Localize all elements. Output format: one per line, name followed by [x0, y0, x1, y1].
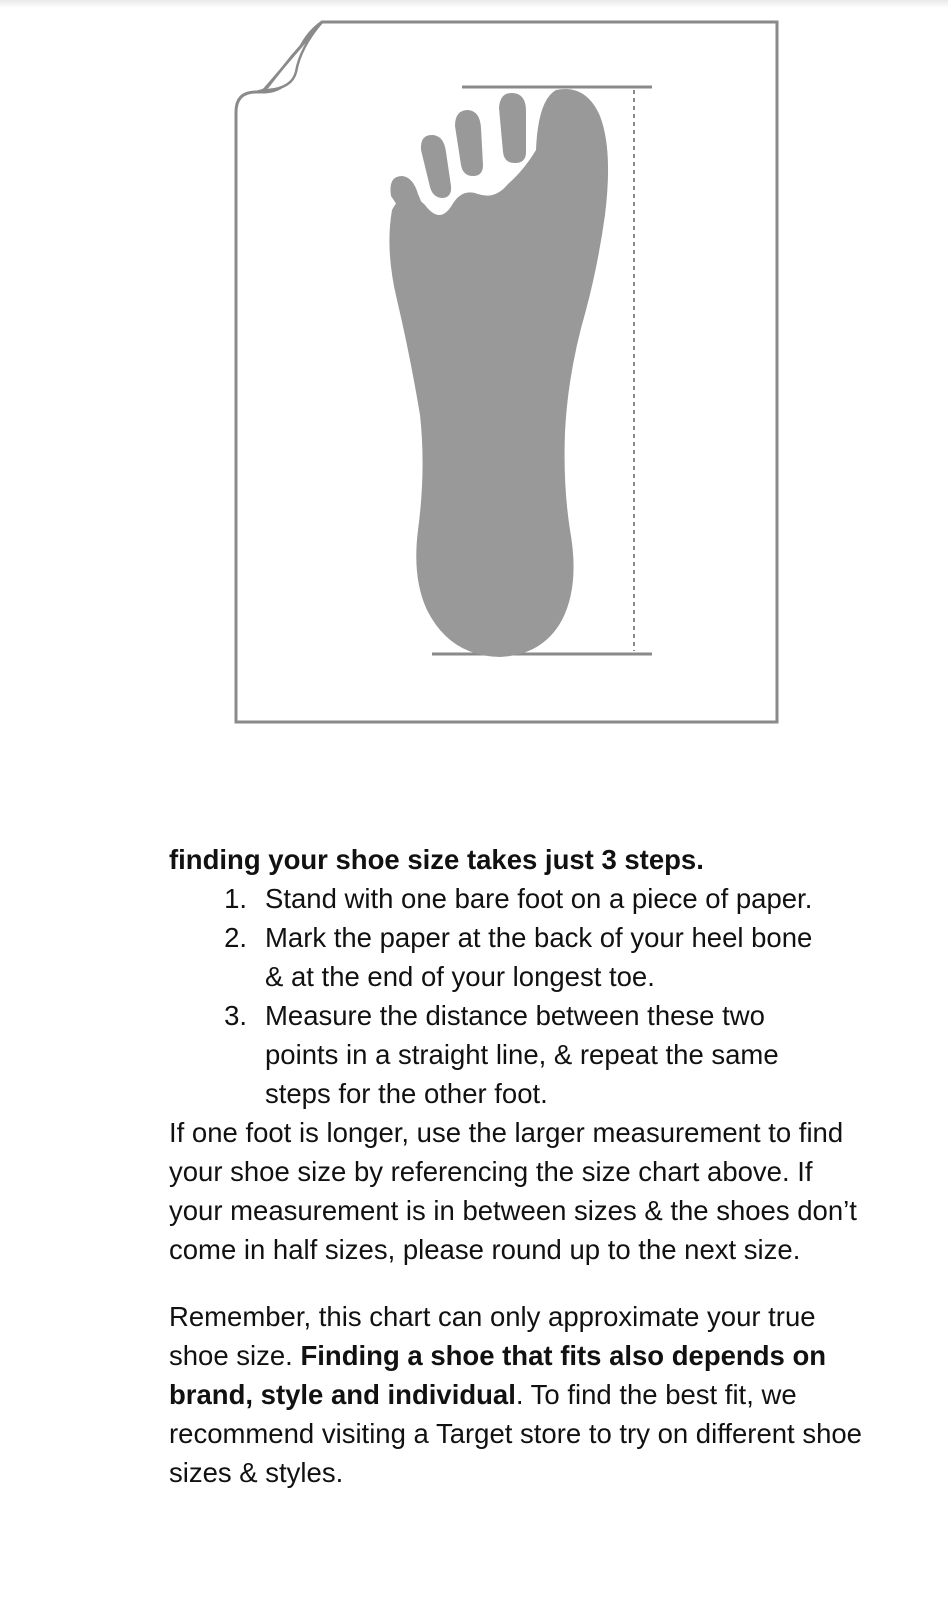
larger-foot-paragraph: If one foot is longer, use the larger measurement to find your shoe size by referencing the size chart above. If your measurement is in between sizes & the shoes don’t come in half sizes, please round up to the next size. — [169, 1117, 857, 1265]
steps-list — [169, 879, 869, 1113]
step-text: Mark the paper at the back of your heel bone & at the end of your longest toe. — [265, 922, 813, 992]
list-item — [169, 996, 869, 1113]
disclaimer-bold-text: Finding a shoe that fits also depends on brand, style and individual — [169, 1340, 827, 1410]
step-text: Measure the distance between these two points in a straight line, & repeat the same steps for the other foot. — [265, 1000, 779, 1109]
instructions-heading: finding your shoe size takes just 3 steps. — [169, 844, 704, 875]
step-number: 2. — [224, 922, 247, 953]
step-number: 1. — [224, 883, 247, 914]
list-item — [169, 879, 869, 918]
disclaimer-text-start: Remember, this chart can only approximate your true shoe size. — [169, 1301, 816, 1371]
step-number: 3. — [224, 1000, 247, 1031]
list-item — [169, 918, 869, 996]
step-text: Stand with one bare foot on a piece of paper. — [265, 883, 813, 914]
disclaimer-text-end: . To find the best fit, we recommend visiting a Target store to try on different shoe sizes & styles. — [169, 1379, 862, 1488]
instructions — [169, 840, 869, 1492]
foot-measure-illustration — [0, 0, 948, 760]
disclaimer-paragraph — [169, 1297, 869, 1492]
